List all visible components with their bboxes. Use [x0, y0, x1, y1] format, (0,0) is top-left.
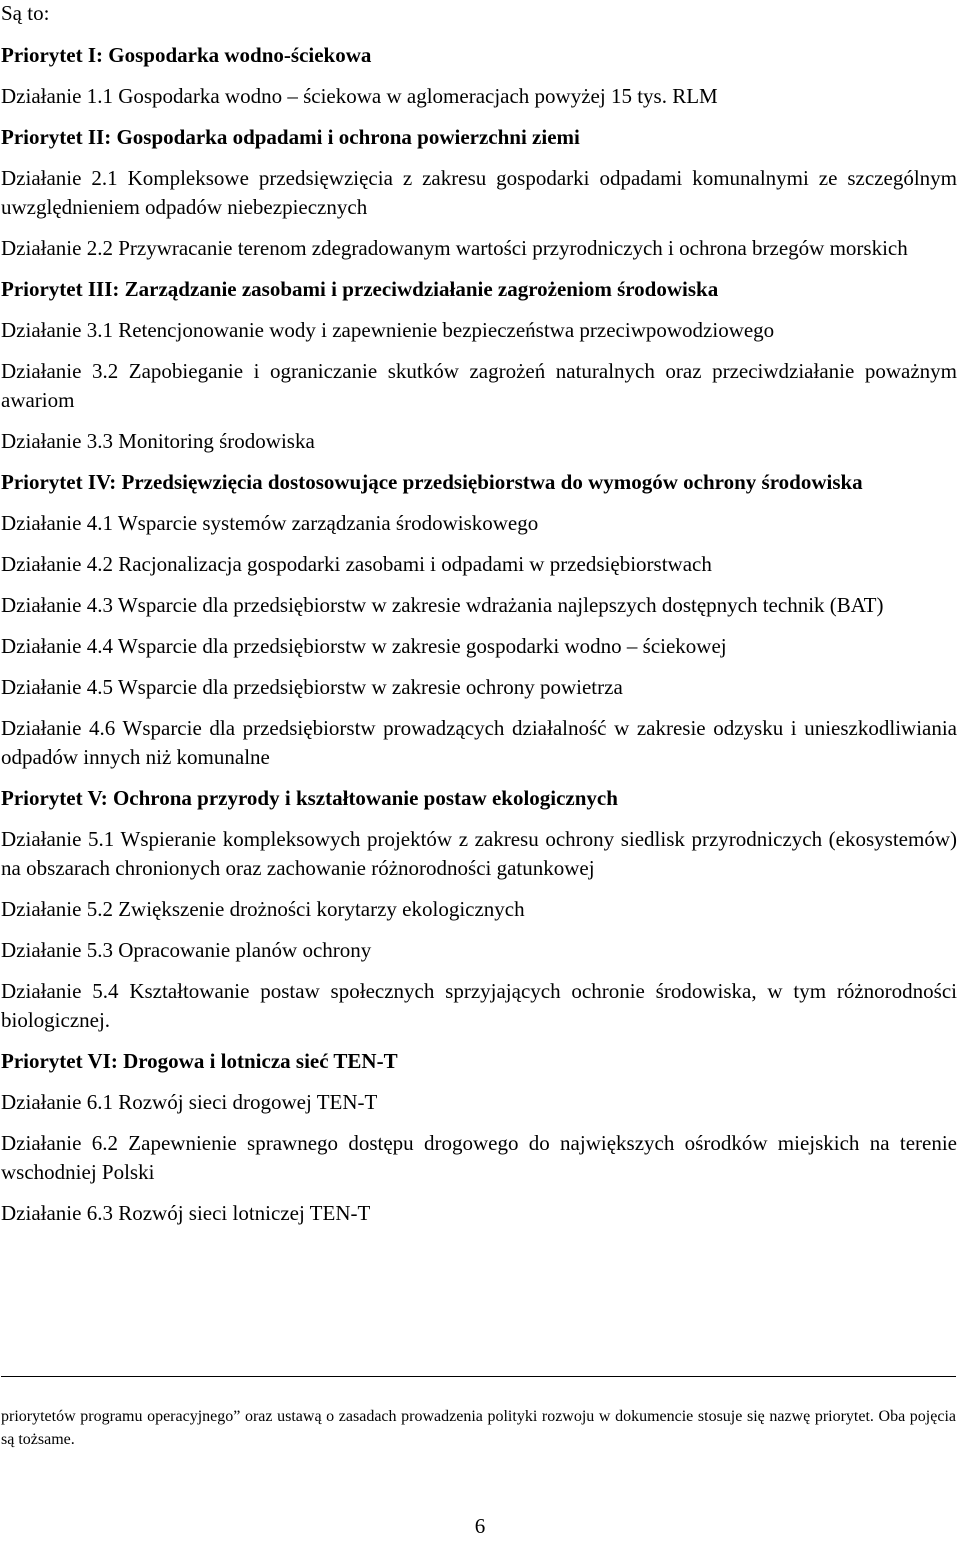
priority-heading: Priorytet VI: Drogowa i lotnicza sieć TEN-T [1, 1049, 398, 1073]
intro-text: Są to: [1, 1, 50, 25]
action-item: Działanie 3.3 Monitoring środowiska [1, 429, 315, 453]
action-item: Działanie 1.1 Gospodarka wodno – ściekowa w aglomeracjach powyżej 15 tys. RLM [1, 84, 718, 108]
action-item: Działanie 5.4 Kształtowanie postaw społecznych sprzyjających ochronie środowiska, w tym różnorodności biologicznej. [1, 979, 957, 1032]
action-item: Działanie 4.1 Wsparcie systemów zarządzania środowiskowego [1, 511, 539, 535]
priority-heading: Priorytet I: Gospodarka wodno-ściekowa [1, 43, 372, 67]
priority-heading: Priorytet II: Gospodarka odpadami i ochrona powierzchni ziemi [1, 125, 580, 149]
action-item: Działanie 4.3 Wsparcie dla przedsiębiorstw w zakresie wdrażania najlepszych dostępnych technik (BAT) [1, 593, 884, 617]
action-item: Działanie 4.6 Wsparcie dla przedsiębiorstw prowadzących działalność w zakresie odzysku i unieszkodliwiania odpadów innych niż komunalne [1, 716, 957, 769]
action-item: Działanie 4.4 Wsparcie dla przedsiębiorstw w zakresie gospodarki wodno – ściekowej [1, 634, 727, 658]
action-item: Działanie 4.2 Racjonalizacja gospodarki zasobami i odpadami w przedsiębiorstwach [1, 552, 712, 576]
action-item: Działanie 5.3 Opracowanie planów ochrony [1, 938, 372, 962]
page-number: 6 [474, 1514, 486, 1538]
footnote-divider [1, 1376, 956, 1377]
action-item: Działanie 6.1 Rozwój sieci drogowej TEN-T [1, 1090, 378, 1114]
priority-heading: Priorytet IV: Przedsięwzięcia dostosowujące przedsiębiorstwa do wymogów ochrony środowiska [1, 470, 863, 494]
action-item: Działanie 2.2 Przywracanie terenom zdegradowanym wartości przyrodniczych i ochrona brzegów morskich [1, 236, 908, 260]
action-item: Działanie 3.2 Zapobieganie i ograniczanie skutków zagrożeń naturalnych oraz przeciwdziałanie poważnym awariom [1, 359, 957, 412]
action-item: Działanie 5.1 Wspieranie kompleksowych projektów z zakresu ochrony siedlisk przyrodniczych (ekosystemów) na obszarach chronionych oraz zachowanie różnorodności gatunkowej [1, 827, 957, 880]
priority-heading: Priorytet V: Ochrona przyrody i kształtowanie postaw ekologicznych [1, 786, 618, 810]
priority-heading: Priorytet III: Zarządzanie zasobami i przeciwdziałanie zagrożeniom środowiska [1, 277, 719, 301]
action-item: Działanie 6.3 Rozwój sieci lotniczej TEN-T [1, 1201, 371, 1225]
document-body [1, 0, 957, 1240]
action-item: Działanie 5.2 Zwiększenie drożności korytarzy ekologicznych [1, 897, 525, 921]
action-item: Działanie 6.2 Zapewnienie sprawnego dostępu drogowego do największych ośrodków miejskich na terenie wschodniej Polski [1, 1131, 957, 1184]
action-item: Działanie 3.1 Retencjonowanie wody i zapewnienie bezpieczeństwa przeciwpowodziowego [1, 318, 775, 342]
footnote-text: priorytetów programu operacyjnego” oraz ustawą o zasadach prowadzenia polityki rozwoju w dokumencie stosuje się nazwę priorytet. Oba pojęcia są tożsame. [1, 1408, 956, 1448]
action-item: Działanie 4.5 Wsparcie dla przedsiębiorstw w zakresie ochrony powietrza [1, 675, 623, 699]
action-item: Działanie 2.1 Kompleksowe przedsięwzięcia z zakresu gospodarki odpadami komunalnymi ze szczególnym uwzględnieniem odpadów niebezpiecznych [1, 166, 957, 219]
